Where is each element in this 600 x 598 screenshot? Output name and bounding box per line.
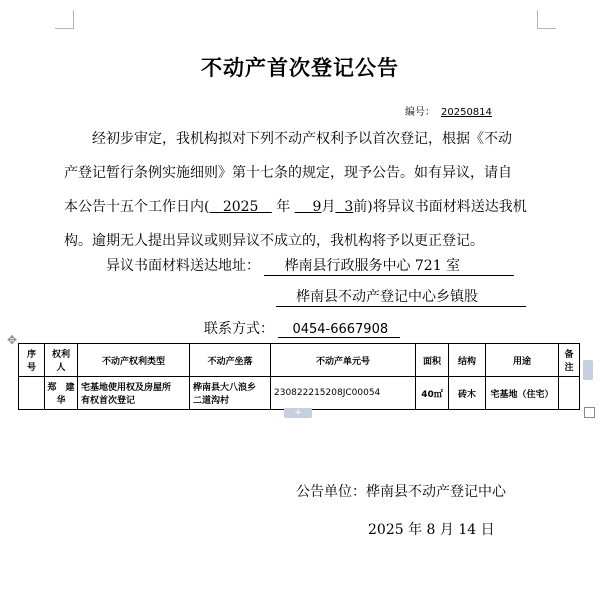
contact-phone: 0454-6667908: [278, 322, 400, 338]
address-line-2: 桦南县不动产登记中心乡镇股: [276, 286, 526, 307]
cell-owner[interactable]: 郑 建 华: [45, 377, 78, 410]
body-line-4: 构。逾期无人提出异议或则异议不成立的，我机构将予以更正登记。: [64, 233, 484, 249]
address-line-1: 桦南县行政服务中心 721 室: [264, 255, 514, 276]
deadline-year-unit: 年: [276, 199, 291, 215]
header-location: 不动产坐落: [190, 344, 271, 377]
body-line-1: 经初步审定，我机构拟对下列不动产权利予以首次登记，根据《不动: [92, 131, 512, 147]
address-row-2: [276, 286, 526, 307]
header-unit-no: 不动产单元号: [271, 344, 416, 377]
header-use: 用途: [486, 344, 559, 377]
cell-remark[interactable]: [559, 377, 580, 410]
serial-number: [405, 103, 492, 118]
address-row-1: [106, 255, 514, 276]
cell-right-type[interactable]: 宅基地使用权及房屋所 有权首次登记: [78, 377, 190, 410]
deadline-year: 2025: [222, 199, 259, 215]
deadline-prefix: 本公告十五个工作日内(: [64, 199, 210, 215]
deadline-suffix: 前)将异议书面材料送达我机: [353, 199, 527, 215]
cell-area[interactable]: 40㎡: [416, 377, 449, 410]
header-remark: 备 注: [559, 344, 580, 377]
page-corner-mark-top-right: [537, 10, 556, 29]
body-line-2: 产登记暂行条例实施细则》第十七条的规定，现予公告。如有异议，请自: [64, 165, 512, 181]
header-structure: 结构: [449, 344, 486, 377]
contact-label: 联系方式：: [204, 321, 274, 337]
header-area: 面积: [416, 344, 449, 377]
deadline-month-unit: 月: [321, 199, 336, 215]
body-line-3: [64, 190, 548, 224]
cell-use[interactable]: 宅基地（住宅）: [486, 377, 559, 410]
table-move-handle-icon[interactable]: ✥: [7, 333, 18, 347]
announcement-body: [64, 122, 548, 258]
cell-seq[interactable]: [19, 377, 45, 410]
table-resize-handle[interactable]: [584, 407, 595, 418]
header-owner: 权利 人: [45, 344, 78, 377]
header-right-type: 不动产权利类型: [78, 344, 190, 377]
issuing-unit: 公告单位：桦南县不动产登记中心: [296, 484, 506, 500]
header-seq: 序 号: [19, 344, 45, 377]
document-title: 不动产首次登记公告: [201, 55, 399, 80]
serial-value: 20250814: [441, 107, 492, 118]
cell-unit-no[interactable]: 230822215208JC00054: [271, 377, 416, 410]
issue-date: 2025 年 8 月 14 日: [368, 522, 495, 538]
cell-location[interactable]: 桦南县大八浪乡 二道沟村: [190, 377, 271, 410]
table-row: [19, 377, 580, 410]
add-row-icon[interactable]: +: [284, 408, 312, 418]
deadline-day: 3: [344, 199, 354, 215]
deadline-month: 9: [312, 199, 322, 215]
table-column-handle[interactable]: [583, 360, 593, 380]
contact-row: [204, 318, 400, 338]
page-corner-mark-top-left: [55, 10, 74, 29]
address-label: 异议书面材料送达地址：: [106, 258, 260, 274]
serial-label: 编号：: [405, 107, 435, 118]
cell-structure[interactable]: 砖木: [449, 377, 486, 410]
registration-table: [18, 343, 580, 410]
table-header-row: [19, 344, 580, 377]
